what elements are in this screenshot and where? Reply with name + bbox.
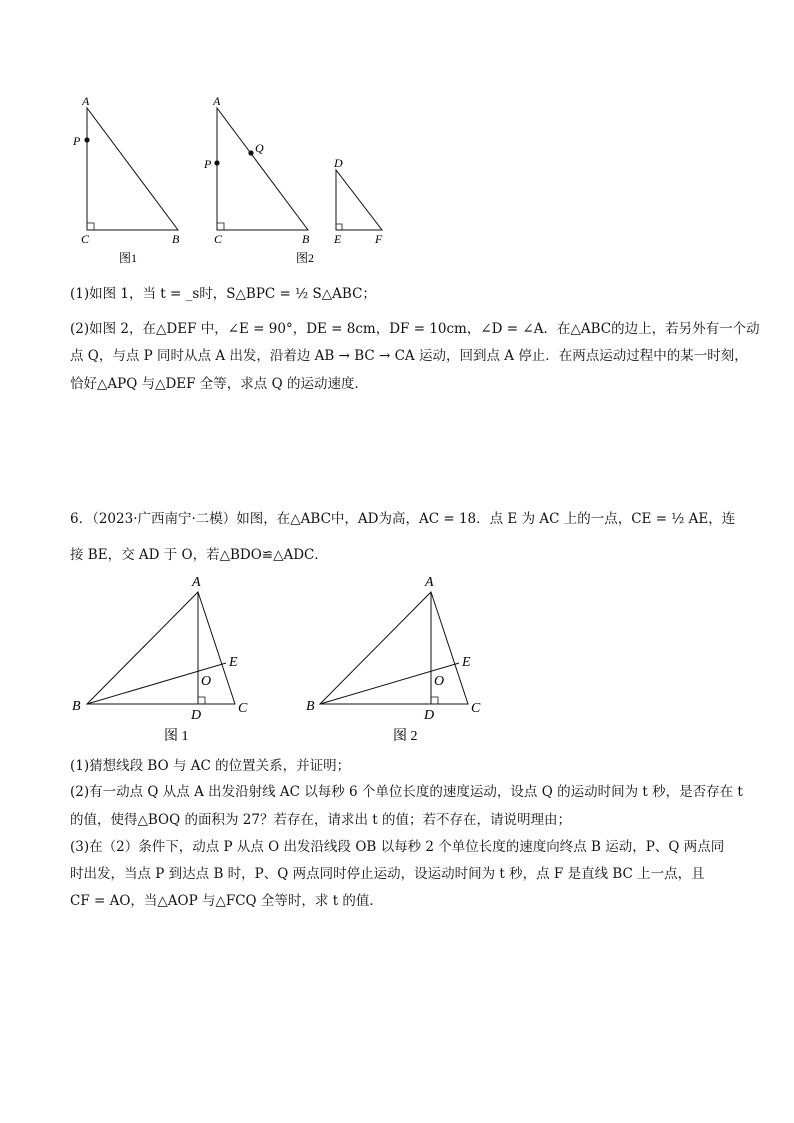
label-e: E	[462, 655, 471, 670]
label-p: P	[204, 157, 212, 171]
label-d: D	[424, 708, 435, 723]
figure-2-triangle-abc	[196, 90, 336, 270]
label-e: E	[334, 232, 342, 246]
right-angle-mark	[336, 224, 342, 230]
triangle-abc	[87, 592, 235, 704]
problem5-q2-line3: 恰好△APQ 与△DEF 全等，求点 Q 的运动速度．	[70, 376, 368, 392]
problem6-stem-line1: 6．（2023·广西南宁·二模）如图，在△ABC中，AD为高，AC = 18．点 E 为 AC 上的一点，CE = ½ AE，连	[70, 511, 736, 527]
label-c: C	[214, 232, 223, 246]
label-a: A	[192, 575, 201, 590]
label-f: F	[375, 232, 383, 246]
label-c: C	[238, 701, 248, 716]
triangle-abc	[320, 592, 468, 704]
problem6-figure-1	[60, 570, 270, 750]
figure-1-caption: 图1	[119, 251, 138, 265]
label-o: O	[434, 674, 445, 689]
right-angle-mark	[87, 223, 94, 230]
label-d: D	[334, 156, 343, 170]
label-c: C	[81, 232, 90, 246]
problem6-q3-line2: 时出发，当点 P 到达点 B 时，P、Q 两点同时停止运动，设运动时间为 t 秒，点 F 是直线 BC 上一点，且	[70, 866, 705, 882]
problem6-figure-2	[296, 570, 506, 750]
label-q: Q	[255, 141, 264, 155]
label-o: O	[201, 674, 212, 689]
problem5-q2-line2: 点 Q，与点 P 同时从点 A 出发，沿着边 AB → BC → CA 运动，回到点 A 停止．在两点运动过程中的某一时刻，	[70, 348, 748, 364]
problem6-q3-line1: (3)在（2）条件下，动点 P 从点 O 出发沿线段 OB 以每秒 2 个单位长度的速度向终点 B 运动，P、Q 两点同	[70, 839, 725, 855]
figure-2-caption: 图 2	[393, 729, 418, 744]
label-b: B	[172, 232, 180, 246]
problem5-q1: (1)如图 1，当 t = _s时，S△BPC = ½ S△ABC；	[70, 286, 376, 302]
triangle-def	[336, 170, 382, 230]
label-a: A	[425, 575, 434, 590]
triangle-abc	[217, 108, 308, 230]
right-angle-mark	[217, 223, 224, 230]
label-c: C	[471, 701, 481, 716]
label-d: D	[191, 708, 202, 723]
point-q	[248, 150, 253, 155]
figure-1-triangle-abc	[60, 90, 200, 270]
point-p	[214, 160, 219, 165]
figure-2-caption: 图2	[296, 251, 315, 265]
label-b: B	[306, 699, 315, 714]
problem6-q2-line1: (2)有一动点 Q 从点 A 出发沿射线 AC 以每秒 6 个单位长度的速度运动，设点 Q 的运动时间为 t 秒，是否存在 t	[70, 784, 743, 800]
triangle-abc	[87, 108, 178, 230]
label-b: B	[72, 699, 81, 714]
label-p: P	[73, 134, 81, 148]
label-a: A	[82, 94, 90, 108]
label-b: B	[302, 232, 310, 246]
point-p	[84, 137, 89, 142]
right-angle-mark	[431, 697, 438, 704]
problem6-stem-line2: 接 BE，交 AD 于 O，若△BDO≌△ADC．	[70, 547, 328, 563]
figure-1-caption: 图 1	[164, 729, 189, 744]
problem6-q2-line2: 的值，使得△BOQ 的面积为 27？若存在，请求出 t 的值；若不存在，请说明理由；	[70, 812, 571, 828]
problem5-q2-line1: (2)如图 2，在△DEF 中，∠E = 90°，DE = 8cm，DF = 10cm，∠D = ∠A．在△ABC的边上，若另外有一个动	[70, 321, 760, 337]
problem6-q3-line3: CF = AO，当△AOP 与△FCQ 全等时，求 t 的值．	[70, 893, 383, 909]
label-e: E	[229, 655, 238, 670]
right-angle-mark	[198, 697, 205, 704]
figure-triangle-def	[325, 150, 395, 250]
label-a: A	[213, 94, 221, 108]
problem6-q1: (1)猜想线段 BO 与 AC 的位置关系，并证明；	[70, 758, 351, 774]
